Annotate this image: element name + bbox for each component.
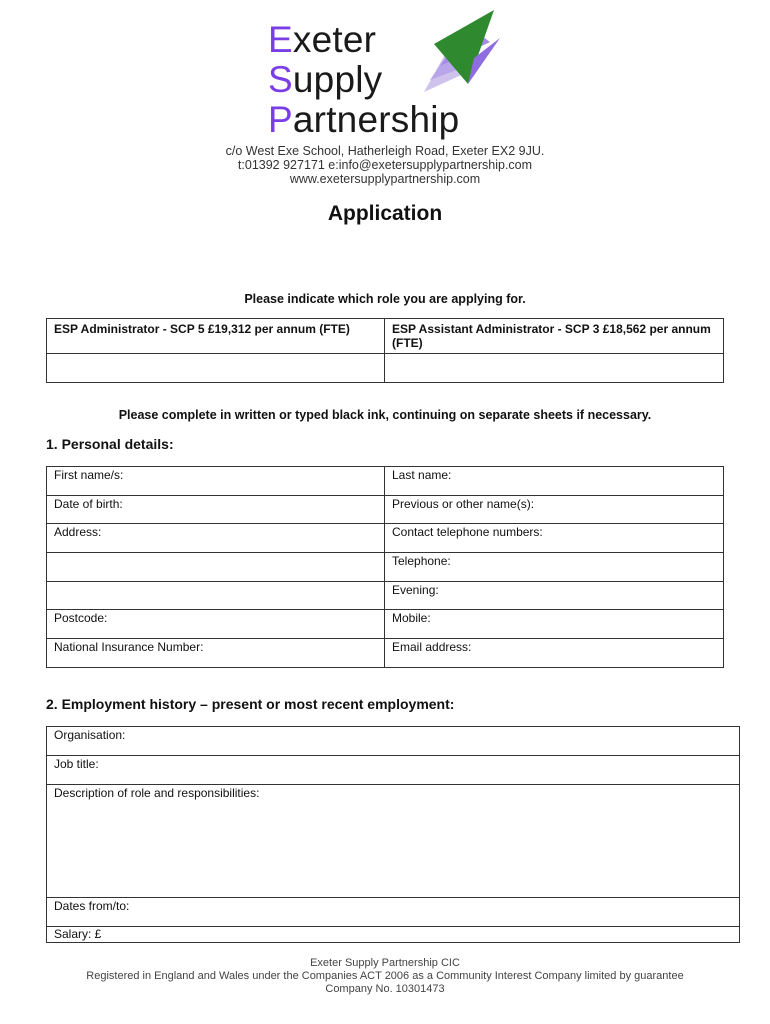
logo-wordmark: Exeter Supply Partnership [268,19,460,140]
footer-company-number: Company No. 10301473 [325,983,445,995]
email-address-field[interactable]: Email address: [385,639,724,668]
ink-instruction: Please complete in written or typed black ink, continuing on separate sheets if necessary. [118,408,652,422]
contact-website[interactable]: www.exetersupplypartnership.com [289,172,481,186]
national-insurance-field[interactable]: National Insurance Number: [47,639,385,668]
organisation-field[interactable]: Organisation: [47,727,740,756]
postcode-field[interactable]: Postcode: [47,610,385,639]
employment-history-table [46,726,740,943]
esp-logo [268,8,508,142]
contact-phone-email: t:01392 927171 e:info@exetersupplypartnership.com [237,158,533,172]
job-title-field[interactable]: Job title: [47,756,740,785]
role-assistant-administrator-checkbox[interactable] [385,354,724,383]
footer-registration: Registered in England and Wales under the Companies ACT 2006 as a Community Interest Company limited by guarantee [86,970,684,982]
page-title: Application [327,202,443,225]
salary-field[interactable]: Salary: £ [47,927,740,943]
role-assistant-administrator-label: ESP Assistant Administrator - SCP 3 £18,562 per annum (FTE) [385,319,724,354]
contact-numbers-label: Contact telephone numbers: [385,524,724,553]
section-personal-details-heading: 1. Personal details: [46,436,174,452]
role-administrator-label: ESP Administrator - SCP 5 £19,312 per annum (FTE) [47,319,385,354]
evening-phone-field[interactable]: Evening: [385,581,724,610]
telephone-field[interactable]: Telephone: [385,553,724,582]
contact-address: c/o West Exe School, Hatherleigh Road, Exeter EX2 9JU. [225,144,545,158]
address-field-line-3[interactable] [47,581,385,610]
mobile-field[interactable]: Mobile: [385,610,724,639]
role-administrator-checkbox[interactable] [47,354,385,383]
previous-names-field[interactable]: Previous or other name(s): [385,495,724,524]
section-employment-history-heading: 2. Employment history – present or most recent employment: [46,696,455,712]
dates-from-to-field[interactable]: Dates from/to: [47,898,740,927]
footer-company-name: Exeter Supply Partnership CIC [310,957,460,969]
logo-arrow-mark-icon [404,8,508,112]
address-field-line-2[interactable] [47,553,385,582]
address-field[interactable]: Address: [47,524,385,553]
role-description-field[interactable]: Description of role and responsibilities: [47,785,740,898]
first-name-field[interactable]: First name/s: [47,467,385,496]
role-prompt: Please indicate which role you are applying for. [244,292,526,306]
role-selection-table [46,318,724,383]
personal-details-table [46,466,724,668]
date-of-birth-field[interactable]: Date of birth: [47,495,385,524]
last-name-field[interactable]: Last name: [385,467,724,496]
